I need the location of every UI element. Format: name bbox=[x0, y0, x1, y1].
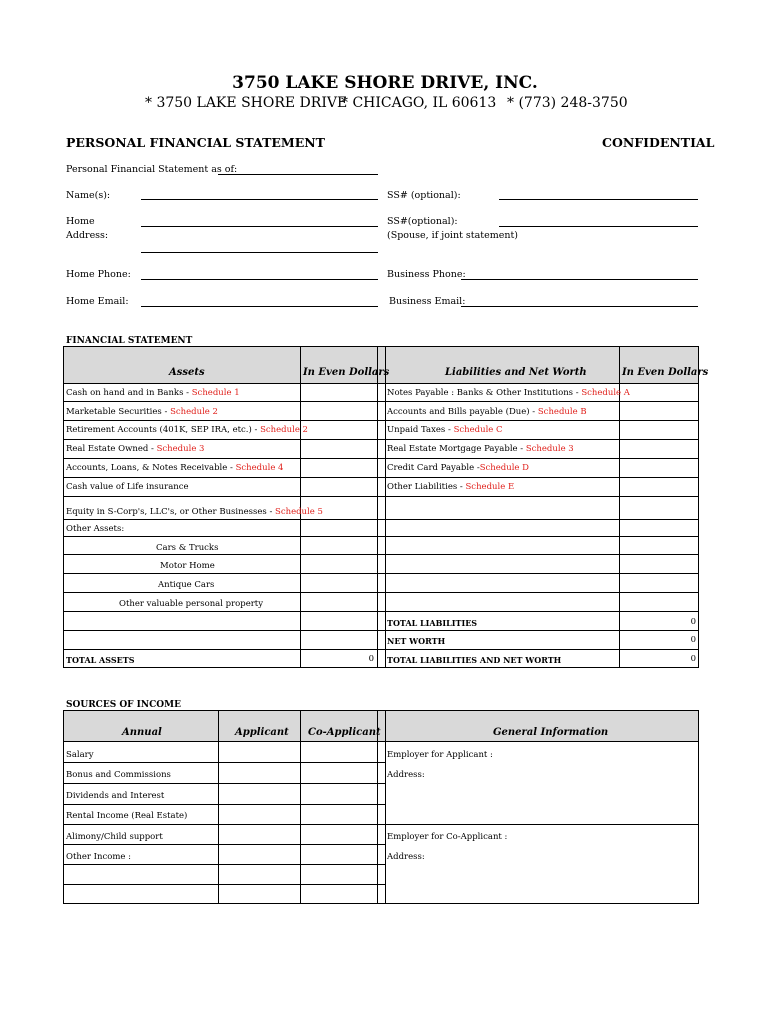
asset-row: Accounts, Loans, & Notes Receivable - Schedule 4 bbox=[66, 463, 284, 473]
company-city: * CHICAGO, IL 60613 bbox=[341, 95, 497, 111]
form-title: PERSONAL FINANCIAL STATEMENT bbox=[66, 135, 325, 150]
liability-row: Unpaid Taxes - Schedule C bbox=[387, 425, 503, 435]
asset-row: Cash value of Life insurance bbox=[66, 482, 189, 492]
liability-row: Other Liabilities - Schedule E bbox=[387, 482, 515, 492]
total-assets-label: TOTAL ASSETS bbox=[66, 655, 135, 665]
address-applicant-label: Address: bbox=[387, 770, 425, 780]
liability-row: Credit Card Payable -Schedule D bbox=[387, 463, 529, 473]
address-coapplicant-label: Address: bbox=[387, 852, 425, 862]
income-row: Bonus and Commissions bbox=[66, 770, 171, 780]
ss-field[interactable] bbox=[499, 199, 698, 200]
net-worth-label: NET WORTH bbox=[387, 636, 446, 646]
business-phone-field[interactable] bbox=[461, 279, 698, 280]
total-liabilities-value: 0 bbox=[690, 617, 696, 627]
motor-home-label: Motor Home bbox=[160, 561, 215, 571]
total-liabilities-label: TOTAL LIABILITIES bbox=[387, 618, 478, 628]
home-label: Home bbox=[66, 216, 95, 227]
income-row: Alimony/Child support bbox=[66, 832, 163, 842]
asset-row: Cash on hand and in Banks - Schedule 1 bbox=[66, 388, 240, 398]
financial-table bbox=[63, 346, 709, 668]
financial-statement-title: FINANCIAL STATEMENT bbox=[66, 336, 193, 346]
antique-cars-label: Antique Cars bbox=[158, 580, 215, 590]
home-phone-field[interactable] bbox=[141, 279, 378, 280]
business-phone-label: Business Phone: bbox=[387, 269, 466, 280]
address-field-2[interactable] bbox=[141, 252, 378, 253]
ss-label: SS# (optional): bbox=[387, 190, 461, 201]
address-field-1[interactable] bbox=[141, 226, 378, 227]
home-email-label: Home Email: bbox=[66, 296, 129, 307]
as-of-field[interactable] bbox=[218, 174, 378, 175]
asset-row: Equity in S-Corp's, LLC's, or Other Businesses - Schedule 5 bbox=[66, 507, 323, 517]
income-row: Dividends and Interest bbox=[66, 791, 165, 801]
liabilities-header: Liabilities and Net Worth bbox=[445, 367, 587, 378]
asset-row: Retirement Accounts (401K, SEP IRA, etc.) - Schedule 2 bbox=[66, 425, 308, 435]
ss2-field[interactable] bbox=[499, 226, 698, 227]
total-liab-net-worth-value: 0 bbox=[690, 654, 696, 664]
income-row: Rental Income (Real Estate) bbox=[66, 811, 188, 821]
spouse-label: (Spouse, if joint statement) bbox=[387, 230, 518, 241]
asset-row: Real Estate Owned - Schedule 3 bbox=[66, 444, 205, 454]
names-field[interactable] bbox=[141, 199, 378, 200]
company-address: * 3750 LAKE SHORE DRIVE bbox=[145, 95, 348, 111]
company-phone: * (773) 248-3750 bbox=[507, 95, 628, 111]
applicant-header: Applicant bbox=[235, 727, 289, 738]
sources-of-income-title: SOURCES OF INCOME bbox=[66, 700, 181, 710]
total-assets-value: 0 bbox=[368, 654, 374, 664]
income-row: Salary bbox=[66, 750, 94, 760]
dollars-header: In Even Dollars bbox=[303, 367, 390, 378]
confidential-label: CONFIDENTIAL bbox=[602, 135, 715, 150]
asset-row: Marketable Securities - Schedule 2 bbox=[66, 407, 218, 417]
income-row: Other Income : bbox=[66, 852, 132, 862]
liability-row: Notes Payable : Banks & Other Institutions - Schedule A bbox=[387, 388, 630, 398]
annual-header: Annual bbox=[122, 727, 162, 738]
net-worth-value: 0 bbox=[690, 635, 696, 645]
general-info-header: General Information bbox=[493, 727, 609, 738]
business-email-field[interactable] bbox=[461, 306, 698, 307]
assets-header: Assets bbox=[169, 367, 205, 378]
home-email-field[interactable] bbox=[141, 306, 378, 307]
employer-coapplicant-label: Employer for Co-Applicant : bbox=[387, 832, 508, 842]
address-label: Address: bbox=[66, 230, 109, 241]
liability-row: Real Estate Mortgage Payable - Schedule 3 bbox=[387, 444, 574, 454]
cars-trucks-label: Cars & Trucks bbox=[156, 543, 219, 553]
dollars-header-2: In Even Dollars bbox=[622, 367, 709, 378]
coapplicant-header: Co-Applicant bbox=[308, 727, 381, 738]
income-table bbox=[63, 710, 699, 904]
company-name: 3750 LAKE SHORE DRIVE, INC. bbox=[232, 73, 538, 93]
as-of-label: Personal Financial Statement as of: bbox=[66, 164, 238, 175]
ss2-label: SS#(optional): bbox=[387, 216, 458, 227]
other-assets-label: Other Assets: bbox=[66, 524, 125, 534]
valuable-property-label: Other valuable personal property bbox=[119, 599, 264, 609]
names-label: Name(s): bbox=[66, 190, 111, 201]
liability-row: Accounts and Bills payable (Due) - Schedule B bbox=[387, 407, 587, 417]
employer-applicant-label: Employer for Applicant : bbox=[387, 750, 493, 760]
total-liab-net-worth-label: TOTAL LIABILITIES AND NET WORTH bbox=[387, 655, 562, 665]
business-email-label: Business Email: bbox=[389, 296, 466, 307]
home-phone-label: Home Phone: bbox=[66, 269, 131, 280]
